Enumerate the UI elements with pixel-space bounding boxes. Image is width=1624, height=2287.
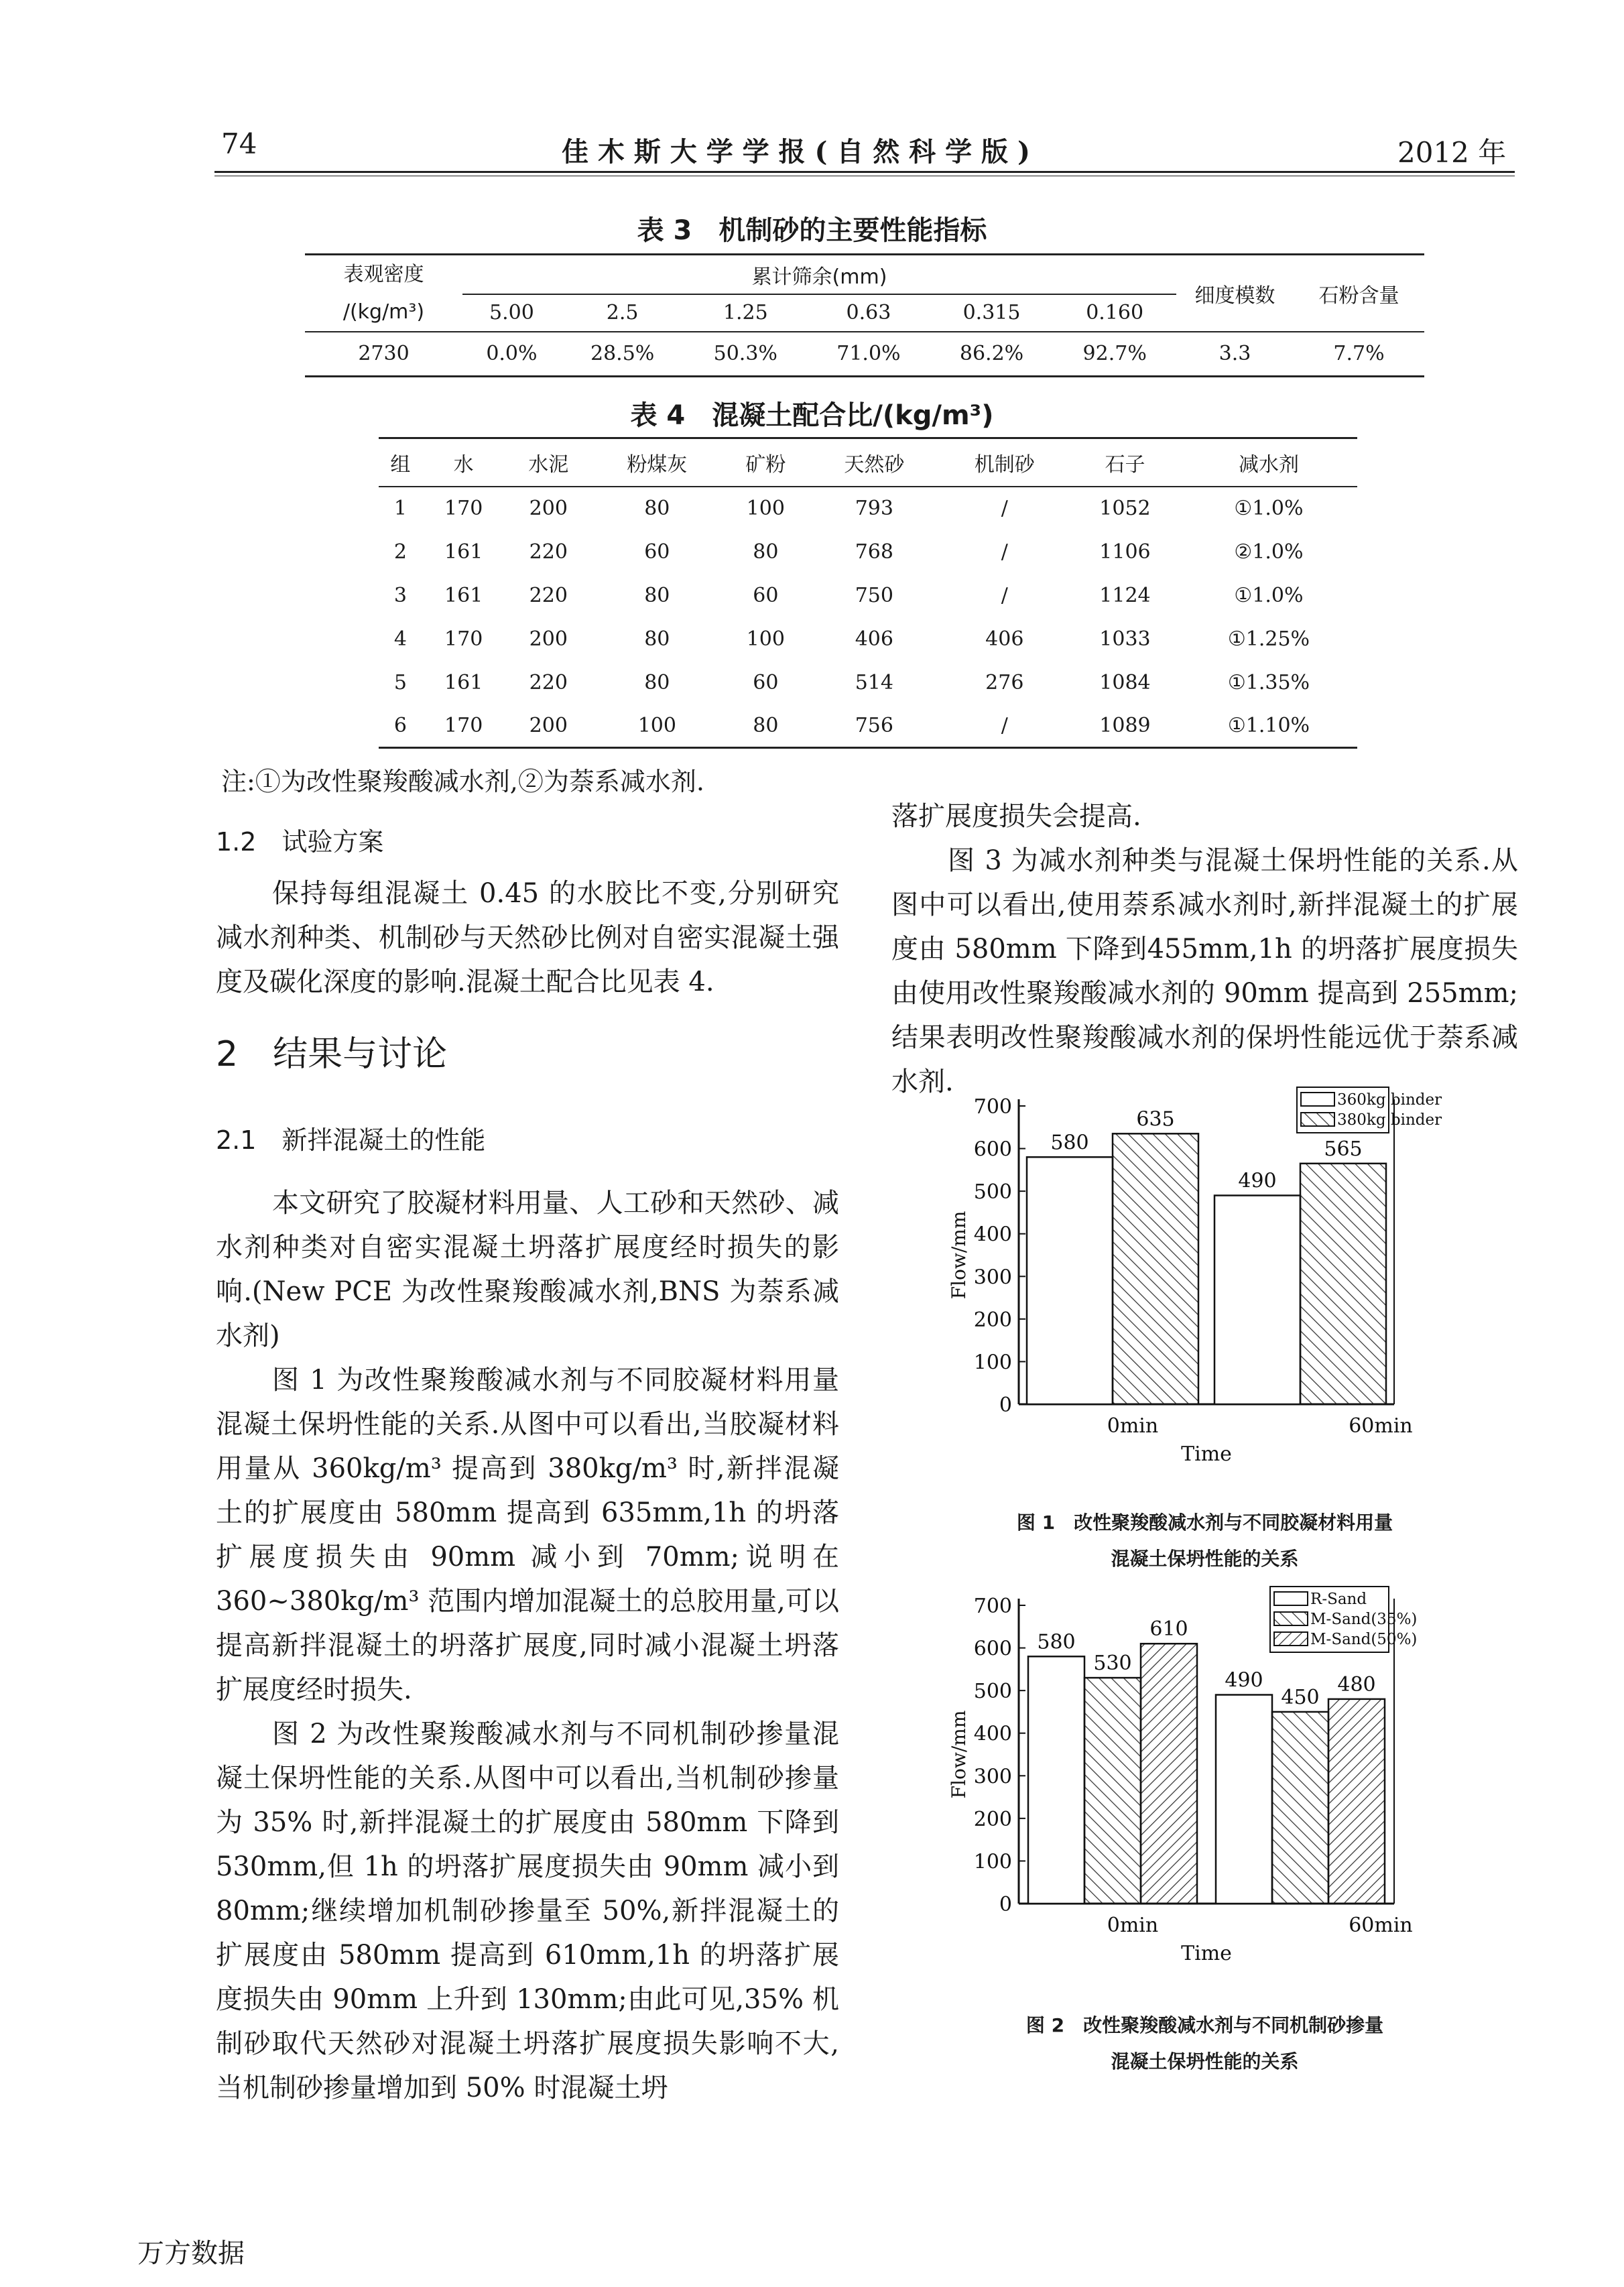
table-cell: 161 <box>444 540 483 564</box>
bar <box>1214 1196 1300 1405</box>
table-cell: 756 <box>855 713 893 737</box>
table-cell: 80 <box>753 713 779 737</box>
table-cell: 1084 <box>1099 670 1151 694</box>
table-cell: 1089 <box>1099 713 1151 737</box>
y-tick-label: 300 <box>973 1265 1012 1290</box>
legend-label: R-Sand <box>1310 1591 1367 1608</box>
table3-col-powder: 石粉含量 <box>1318 284 1399 308</box>
y-tick-label: 400 <box>973 1722 1012 1746</box>
y-tick-label: 400 <box>973 1223 1012 1247</box>
bar <box>1216 1695 1272 1904</box>
table-cell: 200 <box>529 713 568 737</box>
table4-header: 矿粉 <box>745 452 786 477</box>
table-cell: / <box>1001 583 1008 607</box>
table4-header: 天然砂 <box>844 452 905 477</box>
table4-caption: 表 4 混凝土配合比/(kg/m³) <box>630 400 994 431</box>
paragraph: 图 3 为减水剂种类与混凝土保坍性能的关系.从图中可以看出,使用萘系减水剂时,新拌混凝土的扩展度由 580mm 下降到455mm,1h 的坍落扩展度损失由使用改性聚羧酸减水剂的 90mm 提高到 255mm;结果表明改性聚羧酸减水剂的保坍性能远优于萘系减水剂. <box>891 845 1518 1097</box>
sieve-value: 50.3% <box>713 342 777 366</box>
paragraph-continued: 落扩展度损失会提高. <box>891 801 1141 832</box>
x-tick-label: 0min <box>1107 1914 1159 1937</box>
bar-value-label: 635 <box>1136 1107 1175 1131</box>
sieve-size: 1.25 <box>723 301 768 325</box>
table-cell: 1052 <box>1099 497 1151 520</box>
y-tick-label: 500 <box>973 1680 1012 1704</box>
sieve-value: 0.0% <box>486 342 538 366</box>
sieve-size: 5.00 <box>489 301 534 325</box>
legend-swatch <box>1274 1592 1308 1605</box>
table-cell: 100 <box>637 713 676 737</box>
x-axis-label: Time <box>1181 1942 1232 1965</box>
table4 <box>379 437 1357 749</box>
table-cell: 100 <box>746 627 785 651</box>
sieve-size: 0.160 <box>1086 301 1144 325</box>
y-tick-label: 200 <box>973 1308 1012 1332</box>
journal-year: 2012 年 <box>1397 136 1507 169</box>
table-cell: 80 <box>644 583 670 607</box>
bar-value-label: 565 <box>1324 1137 1363 1161</box>
bar <box>1084 1678 1141 1904</box>
table-cell: / <box>1001 713 1008 737</box>
bar <box>1027 1157 1113 1404</box>
paragraph: 图 2 为改性聚羧酸减水剂与不同机制砂掺量混凝土保坍性能的关系.从图中可以看出,当机制砂掺量为 35% 时,新拌混凝土的扩展度由 580mm 下降到 530mm,但 1h 的坍落扩展度损失由 90mm 减小到 80mm;继续增加机制砂掺量至 50%,新拌混凝土的扩展度由 580mm 提高到 610mm,1h 的坍落扩展度损失由 90mm 上升到 130mm;由此可见,35% 机制砂取代天然砂对混凝土坍落扩展度损失影响不大,当机制砂掺量增加到 50% 时混凝土坍 <box>216 1719 839 2103</box>
figure2-chart <box>932 1585 1454 1981</box>
table-cell: 768 <box>855 540 893 564</box>
table4-header: 机制砂 <box>974 452 1035 477</box>
table-row <box>379 617 1357 661</box>
y-tick-label: 0 <box>999 1394 1012 1417</box>
table-cell: 170 <box>444 627 483 651</box>
paragraph: 图 1 为改性聚羧酸减水剂与不同胶凝材料用量混凝土保坍性能的关系.从图中可以看出,当胶凝材料用量从 360kg/m³ 提高到 380kg/m³ 时,新拌混凝土的扩展度由 580mm 提高到 635mm,1h 的坍落扩展度损失由 90mm 减小到 70mm;说明在 360~380kg/m³ 范围内增加混凝土的总胶用量,可以提高新拌混凝土的坍落扩展度,同时减小混凝土坍落扩展度经时损失. <box>216 1365 839 1705</box>
table-cell: 4 <box>393 627 407 651</box>
y-tick-label: 300 <box>973 1765 1012 1789</box>
table-cell: 60 <box>753 670 779 694</box>
table3 <box>305 256 1424 377</box>
table-cell: 100 <box>746 497 785 520</box>
table-cell: ①1.0% <box>1234 497 1304 520</box>
table-row <box>379 704 1357 748</box>
bar-value-label: 450 <box>1281 1685 1320 1709</box>
table-cell: 80 <box>644 670 670 694</box>
table-cell: 60 <box>753 583 779 607</box>
table-cell: 1106 <box>1099 540 1151 564</box>
table3-powder: 7.7% <box>1333 342 1385 366</box>
y-tick-label: 700 <box>973 1595 1012 1618</box>
table3-caption: 表 3 机制砂的主要性能指标 <box>637 215 987 246</box>
table-cell: 3 <box>393 583 407 607</box>
paragraph: 本文研究了胶凝材料用量、人工砂和天然砂、减水剂种类对自密实混凝土坍落扩展度经时损失的影响.(New PCE 为改性聚羧酸减水剂,BNS 为萘系减水剂) <box>216 1188 839 1351</box>
y-tick-label: 600 <box>973 1637 1012 1661</box>
bar <box>1272 1712 1328 1904</box>
legend-swatch <box>1274 1632 1308 1646</box>
x-axis-label: Time <box>1181 1442 1232 1466</box>
table-row <box>379 530 1357 574</box>
x-tick-label: 60min <box>1349 1414 1413 1438</box>
x-tick-label: 0min <box>1107 1414 1159 1438</box>
sieve-value: 71.0% <box>836 342 901 366</box>
table-cell: 200 <box>529 497 568 520</box>
table3-col-density: 表观密度 /(kg/m³) <box>342 263 425 324</box>
table-cell: 750 <box>855 583 893 607</box>
table-cell: 161 <box>444 583 483 607</box>
table4-header: 粉煤灰 <box>627 452 688 477</box>
table3-top-rule <box>305 253 1424 255</box>
table-cell: 406 <box>855 627 893 651</box>
y-tick-label: 100 <box>973 1850 1012 1874</box>
table-cell: 60 <box>644 540 670 564</box>
sieve-size: 2.5 <box>606 301 639 325</box>
page-number: 74 <box>221 127 257 160</box>
table-cell: ②1.0% <box>1234 540 1304 564</box>
table-cell: ①1.35% <box>1227 670 1310 694</box>
table4-header: 组 <box>390 452 411 477</box>
section-2-heading: 2 结果与讨论 <box>216 1034 448 1074</box>
table-cell: 1124 <box>1099 583 1151 607</box>
legend-label: 380kg binder <box>1337 1111 1442 1129</box>
bar-value-label: 490 <box>1238 1169 1277 1193</box>
journal-title: 佳 木 斯 大 学 学 报 ( 自 然 科 学 版 ) <box>562 136 1030 168</box>
figure1-caption: 图 1 改性聚羧酸减水剂与不同胶凝材料用量 混凝土保坍性能的关系 <box>1016 1511 1393 1570</box>
sieve-value: 86.2% <box>959 342 1024 366</box>
bar-value-label: 480 <box>1337 1672 1376 1696</box>
y-tick-label: 0 <box>999 1893 1012 1916</box>
table-cell: 80 <box>644 497 670 520</box>
table-cell: 170 <box>444 713 483 737</box>
y-tick-label: 700 <box>973 1095 1012 1119</box>
table-cell: 6 <box>393 713 407 737</box>
table4-note: 注:①为改性聚羧酸减水剂,②为萘系减水剂. <box>221 767 704 796</box>
y-tick-label: 600 <box>973 1137 1012 1162</box>
table-cell: 1 <box>393 497 407 520</box>
y-tick-label: 200 <box>973 1807 1012 1831</box>
table-cell: ①1.10% <box>1227 713 1310 737</box>
table4-header: 减水剂 <box>1238 452 1299 477</box>
sieve-value: 92.7% <box>1082 342 1147 366</box>
legend-label: 360kg binder <box>1337 1091 1442 1109</box>
table3-fineness: 3.3 <box>1219 342 1251 366</box>
header-rule <box>214 171 1515 173</box>
legend-label: M-Sand(35%) <box>1310 1611 1418 1628</box>
table-cell: 161 <box>444 670 483 694</box>
bar <box>1028 1656 1084 1904</box>
legend-swatch <box>1274 1612 1308 1625</box>
x-tick-label: 60min <box>1349 1914 1413 1937</box>
table4-header: 水泥 <box>528 452 569 477</box>
section-2-1-body <box>216 1181 839 2110</box>
right-column-body <box>891 794 1518 1104</box>
table3-col-fineness: 细度模数 <box>1194 284 1275 308</box>
sieve-value: 28.5% <box>590 342 655 366</box>
bar-value-label: 580 <box>1050 1131 1089 1155</box>
table4-header: 石子 <box>1105 452 1145 477</box>
legend-swatch <box>1301 1093 1334 1106</box>
table-cell: 276 <box>985 670 1024 694</box>
table-cell: 5 <box>393 670 407 694</box>
table3-col-sieve: 累计筛余(mm) <box>462 256 1176 294</box>
bar <box>1328 1699 1385 1904</box>
table-cell: 220 <box>529 583 568 607</box>
table-cell: 1033 <box>1099 627 1151 651</box>
table-cell: 80 <box>644 627 670 651</box>
y-tick-label: 500 <box>973 1180 1012 1204</box>
sieve-size: 0.315 <box>962 301 1021 325</box>
figure2-caption: 图 2 改性聚羧酸减水剂与不同机制砂掺量 混凝土保坍性能的关系 <box>1025 2014 1384 2073</box>
table-cell: / <box>1001 497 1008 520</box>
table-cell: 220 <box>529 670 568 694</box>
table-row <box>379 574 1357 617</box>
bar-value-label: 490 <box>1225 1668 1263 1692</box>
table-cell: 793 <box>855 497 893 520</box>
table-cell: 2 <box>393 540 407 564</box>
bar-value-label: 610 <box>1149 1617 1188 1642</box>
bar-value-label: 530 <box>1093 1652 1132 1676</box>
table4-header: 水 <box>453 452 474 477</box>
watermark: 万方数据 <box>137 2238 245 2269</box>
table-cell: 170 <box>444 497 483 520</box>
table-cell: ①1.0% <box>1234 583 1304 607</box>
table-cell: 80 <box>753 540 779 564</box>
table-cell: 406 <box>985 627 1024 651</box>
table-row <box>379 661 1357 704</box>
table-cell: ①1.25% <box>1227 627 1310 651</box>
y-tick-label: 100 <box>973 1351 1012 1375</box>
table-row <box>379 487 1357 530</box>
section-1-2-heading: 1.2 试验方案 <box>216 827 384 857</box>
y-axis-label: Flow/mm <box>948 1710 970 1799</box>
table-cell: / <box>1001 540 1008 564</box>
bar <box>1113 1133 1198 1404</box>
table-cell: 200 <box>529 627 568 651</box>
section-2-1-heading: 2.1 新拌混凝土的性能 <box>216 1125 486 1155</box>
legend-label: M-Sand(50%) <box>1310 1631 1418 1648</box>
y-axis-label: Flow/mm <box>948 1211 970 1300</box>
table-cell: 220 <box>529 540 568 564</box>
table-cell: 514 <box>855 670 893 694</box>
bar-value-label: 580 <box>1037 1630 1076 1654</box>
bar <box>1300 1164 1386 1404</box>
sieve-size: 0.63 <box>846 301 891 325</box>
table3-density: 2730 <box>358 342 410 366</box>
bar <box>1141 1644 1197 1904</box>
section-1-2-body: 保持每组混凝土 0.45 的水胶比不变,分别研究减水剂种类、机制砂与天然砂比例对自密实混凝土强度及碳化深度的影响.混凝土配合比见表 4. <box>216 878 839 997</box>
legend-swatch <box>1301 1113 1334 1126</box>
figure1-chart <box>932 1086 1454 1481</box>
